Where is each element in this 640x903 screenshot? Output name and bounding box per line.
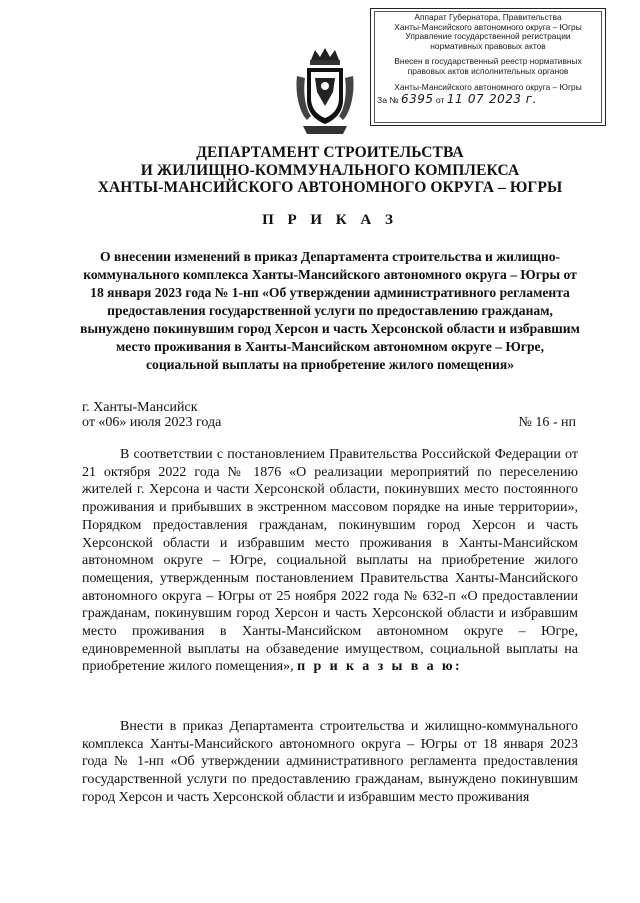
reg-day: 11 [446,92,464,107]
document-number: № 16 - нп [518,415,576,430]
stamp-line: Аппарат Губернатора, Правительства [414,12,562,22]
reg-year: 2023 г. [488,92,537,107]
stamp-line: нормативных правовых актов [430,40,546,51]
reg-from: от [435,95,445,106]
stamp-line: Внесен в государственный реестр нормативных [394,56,582,67]
body-paragraph-1 [82,446,578,676]
reg-number: 6395 [400,92,434,107]
document-subject: О внесении изменений в приказ Департамента строительства и жилищно-коммунального комплекса Ханты-Мансийского автономного округа – Югры от 18 января 2023 года № 1-нп «Об утверждении административного регламента предоставления государственной услуги по предоставлению гражданам, вынуждено покинувшим город Херсон и часть Херсонской области и избравшим место проживания в Ханты-Мансийском автономном округе – Югре, социальной выплаты на приобретение жилого помещения» [80,249,580,372]
paragraph-text: В соответствии с постановлением Правительства Российской Федерации от 21 октября 2022 года № 1876 «О реализации мероприятий по переселению жителей г. Херсона и части Херсонской области, покинувших место постоянного проживания и прибывших в экстренном массовом порядке на иные территории», Порядком предоставления гражданам, покинувшим город Херсон и часть Херсонской области и избравшим место проживания в Ханты-Мансийском автономном округе – Югре, социальной выплаты на приобретение жилого помещения, утвержденным постановлением Правительства Ханты-Мансийского автономного округа – Югры от 25 ноября 2022 года № 632-п «О предоставлении гражданам, покинувшим город Херсон и часть Херсонской области и избравшим место проживания в Ханты-Мансийском автономном округе – Югре, единовременной выплаты на обзаведение имуществом, социальной выплаты на приобретение жилого помещения», [82,447,578,675]
order-word: п р и к а з ы в а ю: [297,659,463,675]
dept-line: И ЖИЛИЩНО-КОММУНАЛЬНОГО КОМПЛЕКСА [140,161,520,179]
document-place: г. Ханты-Мансийск [82,400,198,415]
department-title [60,144,600,197]
stamp-registration-line [377,92,599,107]
reg-prefix: За № [377,95,399,106]
stamp-line: Управление государственной регистрации [405,31,571,42]
stamp-line: правовых актов исполнительных органов [407,65,569,76]
stamp-line: Ханты-Мансийского автономного округа – Югры [394,81,582,92]
stamp-line: Ханты-Мансийского автономного округа – Югры [394,21,582,32]
date-number-line [82,414,576,431]
document-type: П Р И К А З [262,212,398,228]
dept-line: ДЕПАРТАМЕНТ СТРОИТЕЛЬСТВА [196,144,464,161]
registration-stamp [370,8,606,126]
dept-line: ХАНТЫ-МАНСИЙСКОГО АВТОНОМНОГО ОКРУГА – ЮГРЫ [97,179,563,196]
body-paragraph-2: Внести в приказ Департамента строительства и жилищно-коммунального комплекса Ханты-Мансийского автономного округа – Югры от 18 января 2023 года № 1-нп «Об утверждении административного регламента предоставления государственной услуги по предоставлению гражданам, вынуждено покинувшим город Херсон и часть Херсонской области и избравшим место проживания [82,719,578,805]
document-date: от «06» июля 2023 года [82,415,222,430]
reg-month: 07 [467,92,485,107]
coat-of-arms-icon [293,46,357,138]
